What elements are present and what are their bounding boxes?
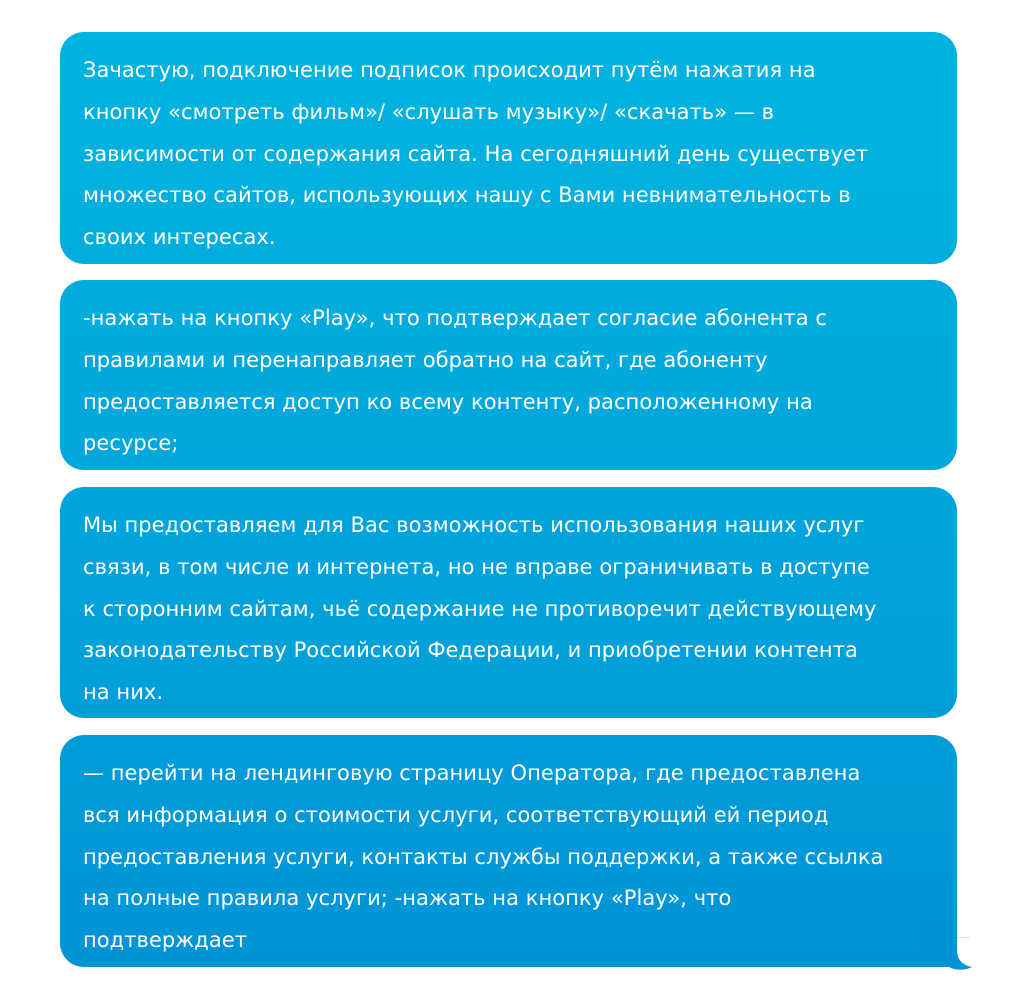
message-line: на них. xyxy=(83,680,164,705)
message-line: — перейти на лендинговую страницу Оператора, где предоставлена xyxy=(83,761,861,785)
message-bubble-3 xyxy=(60,487,957,718)
message-line: законодательству Российской Федерации, и приобретении контента xyxy=(83,638,858,663)
message-line: -нажать на кнопку «Play», что подтверждает согласие абонента с xyxy=(83,306,828,330)
message-line: множество сайтов, использующих нашу с Вами невнимательность в xyxy=(83,183,851,208)
message-line: к сторонним сайтам, чьё содержание не противоречит действующему xyxy=(83,596,877,621)
message-line: своих интересах. xyxy=(83,225,276,250)
message-line: зависимости от содержания сайта. На сегодняшний день существует xyxy=(83,141,869,166)
message-line: кнопку «смотреть фильм»/ «слушать музыку»/ «скачать» — в xyxy=(83,99,775,124)
speech-bubble-tail-icon xyxy=(920,920,972,970)
message-line: Мы предоставляем для Вас возможность использования наших услуг xyxy=(83,513,865,537)
message-line: ресурсе; xyxy=(83,431,179,456)
message-line: вся информация о стоимости услуги, соответствующий ей период xyxy=(83,802,829,827)
message-bubble-4 xyxy=(60,735,957,967)
message-line: предоставляется доступ ко всему контенту, расположенному на xyxy=(83,389,813,414)
message-line: подтверждает xyxy=(83,928,248,953)
message-line: на полные правила услуги; -нажать на кнопку «Play», что xyxy=(83,886,732,911)
message-line: правилами и перенаправляет обратно на сайт, где абоненту xyxy=(83,347,768,372)
message-bubble-2 xyxy=(60,280,957,470)
message-line: связи, в том числе и интернета, но не вправе ограничивать в доступе xyxy=(83,554,870,579)
message-bubble-1 xyxy=(60,32,957,264)
message-line: Зачастую, подключение подписок происходит путём нажатия на xyxy=(83,58,816,82)
message-line: предоставления услуги, контакты службы поддержки, а также ссылка xyxy=(83,844,884,869)
